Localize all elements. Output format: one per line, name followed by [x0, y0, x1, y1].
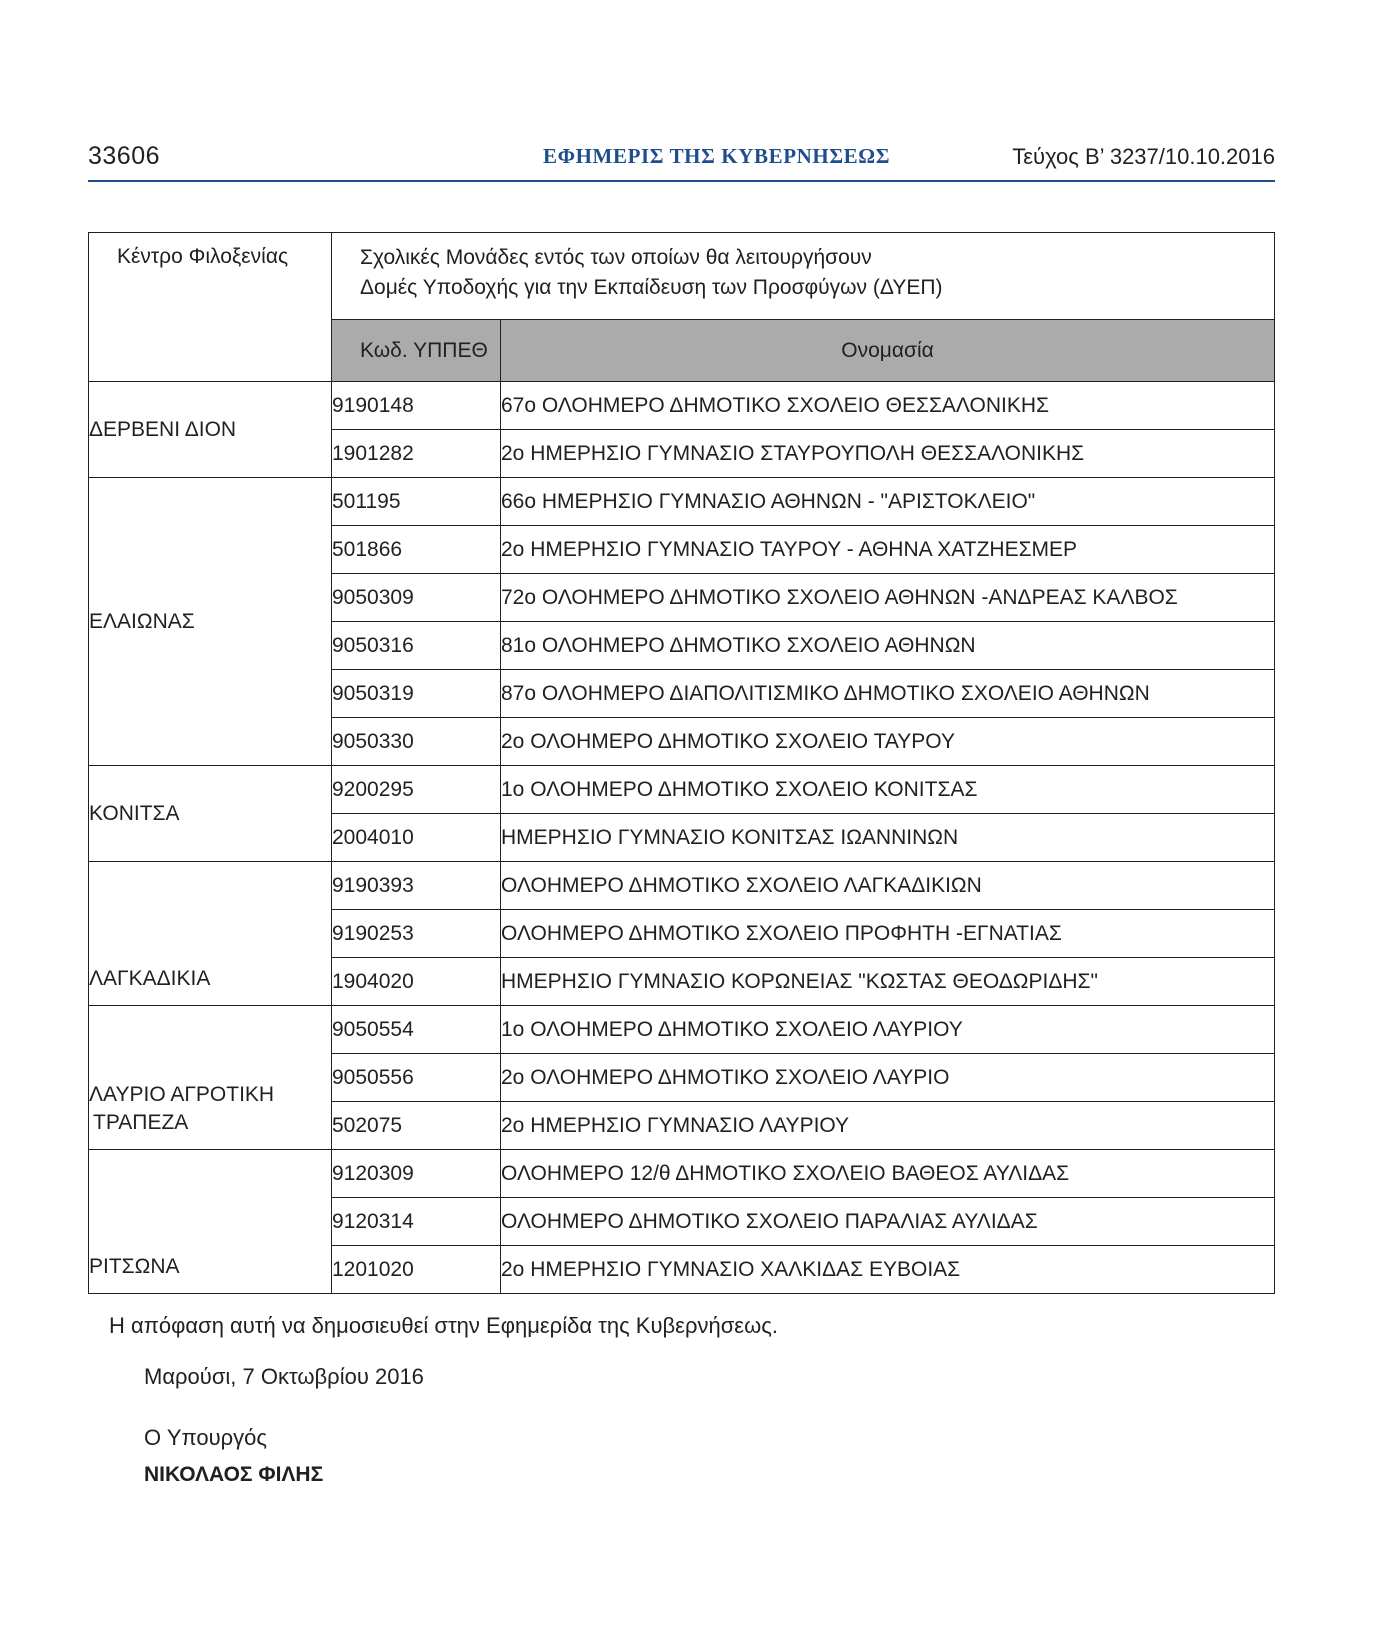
- minister-title: Ο Υπουργός: [144, 1425, 267, 1450]
- code-cell: 9050316: [332, 622, 501, 670]
- name-cell: ΟΛΟΗΜΕΡΟ ΔΗΜΟΤΙΚΟ ΣΧΟΛΕΙΟ ΠΡΟΦΗΤΗ -ΕΓΝΑΤΙΑΣ: [501, 910, 1275, 958]
- page-number: 33606: [88, 142, 161, 170]
- table-header-row: [89, 233, 1275, 320]
- name-cell: 2ο ΗΜΕΡΗΣΙΟ ΓΥΜΝΑΣΙΟ ΛΑΥΡΙΟΥ: [501, 1102, 1275, 1150]
- name-cell: ΗΜΕΡΗΣΙΟ ΓΥΜΝΑΣΙΟ ΚΟΝΙΤΣΑΣ ΙΩΑΝΝΙΝΩΝ: [501, 814, 1275, 862]
- header-center-label: Κέντρο Φιλοξενίας: [117, 245, 289, 268]
- name-cell: 1ο ΟΛΟΗΜΕΡΟ ΔΗΜΟΤΙΚΟ ΣΧΟΛΕΙΟ ΚΟΝΙΤΣΑΣ: [501, 766, 1275, 814]
- center-label: ΡΙΤΣΩΝΑ: [89, 1255, 180, 1278]
- name-cell: 2ο ΗΜΕΡΗΣΙΟ ΓΥΜΝΑΣΙΟ ΧΑΛΚΙΔΑΣ ΕΥΒΟΙΑΣ: [501, 1246, 1275, 1294]
- code-cell: 9120309: [332, 1150, 501, 1198]
- table-row: [89, 478, 1275, 526]
- name-cell: 81ο ΟΛΟΗΜΕΡΟ ΔΗΜΟΤΙΚΟ ΣΧΟΛΕΙΟ ΑΘΗΝΩΝ: [501, 622, 1275, 670]
- code-cell: 9050330: [332, 718, 501, 766]
- code-cell: 9050556: [332, 1054, 501, 1102]
- column-header-code: Κωδ. ΥΠΠΕΘ: [332, 320, 501, 382]
- name-cell: 2ο ΟΛΟΗΜΕΡΟ ΔΗΜΟΤΙΚΟ ΣΧΟΛΕΙΟ ΛΑΥΡΙΟ: [501, 1054, 1275, 1102]
- code-cell: 1201020: [332, 1246, 501, 1294]
- code-cell: 9120314: [332, 1198, 501, 1246]
- header-schools-line1: Σχολικές Μονάδες εντός των οποίων θα λειτουργήσουν: [360, 246, 872, 269]
- name-cell: ΟΛΟΗΜΕΡΟ ΔΗΜΟΤΙΚΟ ΣΧΟΛΕΙΟ ΛΑΓΚΑΔΙΚΙΩΝ: [501, 862, 1275, 910]
- schools-table: [88, 232, 1275, 1294]
- center-cell: [89, 382, 332, 478]
- center-label-line1: ΛΑΥΡΙΟ ΑΓΡΟΤΙΚΗ: [89, 1083, 275, 1106]
- code-cell: 9050319: [332, 670, 501, 718]
- code-cell: 2004010: [332, 814, 501, 862]
- name-cell: 87ο ΟΛΟΗΜΕΡΟ ΔΙΑΠΟΛΙΤΙΣΜΙΚΟ ΔΗΜΟΤΙΚΟ ΣΧΟΛΕΙΟ ΑΘΗΝΩΝ: [501, 670, 1275, 718]
- table-row: [89, 1006, 1275, 1054]
- name-cell: 2ο ΟΛΟΗΜΕΡΟ ΔΗΜΟΤΙΚΟ ΣΧΟΛΕΙΟ ΤΑΥΡΟΥ: [501, 718, 1275, 766]
- issue-number: Τεύχος Β’ 3237/10.10.2016: [1012, 144, 1275, 169]
- code-cell: 501195: [332, 478, 501, 526]
- column-header-name: Ονομασία: [501, 320, 1275, 382]
- name-cell: 2ο ΗΜΕΡΗΣΙΟ ΓΥΜΝΑΣΙΟ ΤΑΥΡΟΥ - ΑΘΗΝΑ ΧΑΤΖΗΕΣΜΕΡ: [501, 526, 1275, 574]
- place-date: Μαρούσι, 7 Οκτωβρίου 2016: [144, 1364, 424, 1389]
- page-header: [88, 136, 1275, 182]
- center-cell: [89, 478, 332, 766]
- center-cell: [89, 862, 332, 1006]
- header-center: [89, 233, 332, 382]
- center-cell: [89, 1006, 332, 1150]
- center-cell: [89, 766, 332, 862]
- name-cell: ΟΛΟΗΜΕΡΟ 12/θ ΔΗΜΟΤΙΚΟ ΣΧΟΛΕΙΟ ΒΑΘΕΟΣ ΑΥΛΙΔΑΣ: [501, 1150, 1275, 1198]
- code-cell: 501866: [332, 526, 501, 574]
- name-cell: ΟΛΟΗΜΕΡΟ ΔΗΜΟΤΙΚΟ ΣΧΟΛΕΙΟ ΠΑΡΑΛΙΑΣ ΑΥΛΙΔΑΣ: [501, 1198, 1275, 1246]
- center-label: ΛΑΓΚΑΔΙΚΙΑ: [89, 967, 211, 990]
- table-row: [89, 766, 1275, 814]
- gazette-title: ΕΦΗΜΕΡΙΣ ΤΗΣ ΚΥΒΕΡΝΗΣΕΩΣ: [543, 144, 891, 168]
- name-cell: 2ο ΗΜΕΡΗΣΙΟ ΓΥΜΝΑΣΙΟ ΣΤΑΥΡΟΥΠΟΛΗ ΘΕΣΣΑΛΟΝΙΚΗΣ: [501, 430, 1275, 478]
- center-label-line2: ΤΡΑΠΕΖΑ: [93, 1111, 189, 1134]
- code-cell: 9050309: [332, 574, 501, 622]
- center-label: ΕΛΑΙΩΝΑΣ: [89, 609, 195, 633]
- header-schools-line2: Δομές Υποδοχής για την Εκπαίδευση των Προσφύγων (ΔΥΕΠ): [360, 276, 943, 299]
- code-cell: 9190393: [332, 862, 501, 910]
- header-schools: [332, 233, 1275, 320]
- center-label: ΚΟΝΙΤΣΑ: [89, 801, 180, 825]
- table-row: [89, 1150, 1275, 1198]
- code-cell: 1904020: [332, 958, 501, 1006]
- code-cell: 9190148: [332, 382, 501, 430]
- table-row: [89, 862, 1275, 910]
- name-cell: 67ο ΟΛΟΗΜΕΡΟ ΔΗΜΟΤΙΚΟ ΣΧΟΛΕΙΟ ΘΕΣΣΑΛΟΝΙΚΗΣ: [501, 382, 1275, 430]
- code-cell: 9190253: [332, 910, 501, 958]
- name-cell: 72ο ΟΛΟΗΜΕΡΟ ΔΗΜΟΤΙΚΟ ΣΧΟΛΕΙΟ ΑΘΗΝΩΝ -ΑΝΔΡΕΑΣ ΚΑΛΒΟΣ: [501, 574, 1275, 622]
- code-cell: 9200295: [332, 766, 501, 814]
- code-cell: 502075: [332, 1102, 501, 1150]
- name-cell: ΗΜΕΡΗΣΙΟ ΓΥΜΝΑΣΙΟ ΚΟΡΩΝΕΙΑΣ "ΚΩΣΤΑΣ ΘΕΟΔΩΡΙΔΗΣ": [501, 958, 1275, 1006]
- center-label: ΔΕΡΒΕΝΙ ΔΙΟΝ: [89, 417, 237, 441]
- code-cell: 9050554: [332, 1006, 501, 1054]
- table-row: [89, 382, 1275, 430]
- name-cell: 66ο ΗΜΕΡΗΣΙΟ ΓΥΜΝΑΣΙΟ ΑΘΗΝΩΝ - "ΑΡΙΣΤΟΚΛΕΙΟ": [501, 478, 1275, 526]
- minister-name: ΝΙΚΟΛΑΟΣ ΦΙΛΗΣ: [144, 1463, 324, 1486]
- code-cell: 1901282: [332, 430, 501, 478]
- center-cell: [89, 1150, 332, 1294]
- publish-statement: Η απόφαση αυτή να δημοσιευθεί στην Εφημερίδα της Κυβερνήσεως.: [109, 1313, 778, 1338]
- name-cell: 1ο ΟΛΟΗΜΕΡΟ ΔΗΜΟΤΙΚΟ ΣΧΟΛΕΙΟ ΛΑΥΡΙΟΥ: [501, 1006, 1275, 1054]
